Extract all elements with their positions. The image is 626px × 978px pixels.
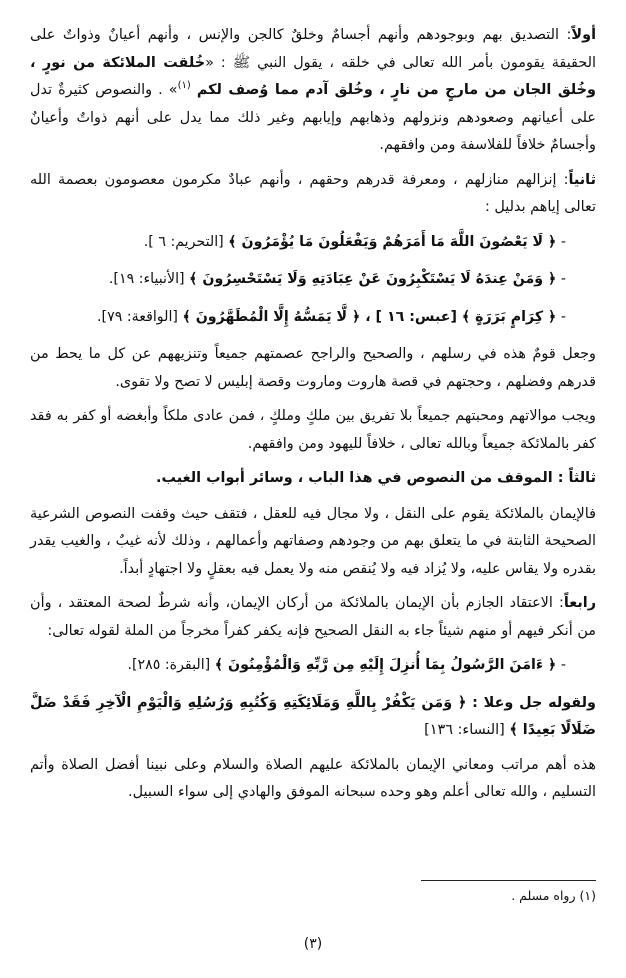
paragraph-sixth bbox=[30, 590, 596, 645]
paragraph-second bbox=[30, 167, 596, 222]
verse-reference: [النساء: ١٣٦] bbox=[424, 722, 505, 738]
verse-line: - ﴿ ءَامَنَ الرَّسُولُ بِمَا أُنزِلَ إِلَيْهِ مِن رَّبِّهِ وَالْمُؤْمِنُونَ ﴾ [البقرة: ٢٨٥]. bbox=[127, 657, 566, 673]
paragraph-closing: هذه أهم مراتب ومعاني الإيمان بالملائكة عليهم الصلاة والسلام وعلى نبينا أفضل الصلاة وأتم التسليم ، والله تعالى أعلم وهو وحده سبحانه الموفق والهادي إلى سواء السبيل. bbox=[30, 756, 596, 800]
paragraph-seventh bbox=[30, 690, 596, 745]
verse-line: - ﴿ كِرَامٍ بَرَرَةٍ ﴾ [عبس: ١٦ ] ، ﴿ لَّا يَمَسُّهُ إِلَّا الْمُطَهَّرُونَ ﴾ [الواقعة: ٧٩]. bbox=[97, 308, 566, 325]
verse-line: - ﴿ لَا يَعْصُونَ اللَّهَ مَا أَمَرَهُمْ وَيَفْعَلُونَ مَا يُؤْمَرُونَ ﴾ [التحريم: ٦ ]. bbox=[143, 233, 566, 250]
paragraph-first-text: : التصديق بهم وبوجودهم وأنهم أجسامٌ وخلقٌ كالجن والإنس ، وأنهم أعيانٌ وذواتٌ على الحقيقة يقومون بأمر الله تعالى في خلقه ، يقول النبي ﷺ : « bbox=[30, 27, 596, 71]
footnote-text: رواه مسلم . bbox=[511, 888, 576, 903]
hadith-quote: خُلقت الملائكة من نورٍ ، وخُلق الجان من مارجٍ من نارٍ ، وخُلق آدم مما وُصف لكم bbox=[30, 54, 597, 98]
section-heading-third: ثالثاً : الموقف من النصوص في هذا الباب ، وسائر أبواب الغيب. bbox=[156, 470, 596, 486]
verse-text: ولقوله جل وعلا : ﴿ وَمَن يَكْفُرْ بِاللَّهِ وَمَلَائِكَتِهِ وَكُتُبِهِ وَرُسُلِهِ وَالْيَوْمِ الْآخِرِ فَقَدْ ضَلَّ ضَلَالًا بَعِيدًا ﴾ bbox=[30, 694, 596, 738]
paragraph-fifth: فالإيمان بالملائكة يقوم على النقل ، ولا مجال فيه للعقل ، فتقف حيث وقفت النصوص الشرعية الصحيحة الثابتة في ما يتعلق بهم من وجودهم وصفاتهم وأعمالهم ، وذلك لأنه غيبٌ ، والغيب يقدر بقدره ولا يقاس عليه، ولا يُزاد فيه ولا يُنقص منه ولا يعمل فيه بعقلٍ ولا اجتهادٍ أبداً. bbox=[30, 505, 596, 577]
label-fourth: رابعاً bbox=[563, 595, 596, 611]
verse-reference: [الواقعة: ٧٩]. bbox=[97, 308, 178, 325]
paragraph-first-cont: » . والنصوص كثيرةٌ تدل على أعيانهم وصعودهم ونزولهم وذهابهم وإيابهم وغير ذلك مما يدل على أنهم ذواتٌ وأعيانٌ وأجسامٌ خلافاً للفلاسفة ومن وافقهم. bbox=[30, 82, 596, 153]
page-number: (٣) bbox=[303, 936, 323, 952]
paragraph-second-text: : إنزالهم منازلهم ، ومعرفة قدرهم وحقهم ، وأنهم عبادٌ مكرمون معصومون بعصمة الله تعالى إياهم بدليل : bbox=[30, 171, 596, 215]
verse-reference: [الأنبياء: ١٩]. bbox=[108, 271, 185, 287]
verse-text: ﴿ لَا يَعْصُونَ اللَّهَ مَا أَمَرَهُمْ وَيَفْعَلُونَ مَا يُؤْمَرُونَ ﴾ bbox=[228, 233, 557, 250]
paragraph-sixth-text: : الاعتقاد الجازم بأن الإيمان بالملائكة من أركان الإيمان، وأنه شرطٌ لصحة المعتقد ، وأن من أنكر فيهم أو منهم شيئاً جاء به النقل الصحيح فإنه يكفر كفراً مخرجاً من الملة لقوله تعالى: bbox=[30, 595, 596, 639]
label-first: أولاً bbox=[571, 27, 596, 43]
verse-reference: [التحريم: ٦ ]. bbox=[143, 233, 224, 250]
verse-reference: [البقرة: ٢٨٥]. bbox=[127, 657, 211, 673]
label-second: ثانياً bbox=[568, 171, 596, 188]
footnote-marker: (١) bbox=[579, 888, 596, 903]
verse-text: ﴿ ءَامَنَ الرَّسُولُ بِمَا أُنزِلَ إِلَيْهِ مِن رَّبِّهِ وَالْمُؤْمِنُونَ ﴾ bbox=[214, 657, 557, 673]
verse-line: - ﴿ وَمَنْ عِندَهُ لَا يَسْتَكْبِرُونَ عَنْ عِبَادَتِهِ وَلَا يَسْتَحْسِرُونَ ﴾ [الأنبياء: ١٩]. bbox=[108, 271, 566, 287]
paragraph-fourth: ويجب موالاتهم ومحبتهم جميعاً بلا تفريق بين ملكٍ وملكٍ ، فمن عادى ملكاً وأبغضه أو كفر به فقد كفر بالملائكة جميعاً وبالله تعالى ، خلافاً لليهود ومن وافقهم. bbox=[30, 408, 596, 452]
verse-text: ﴿ كِرَامٍ بَرَرَةٍ ﴾ [عبس: ١٦ ] ، ﴿ لَّا يَمَسُّهُ إِلَّا الْمُطَهَّرُونَ ﴾ bbox=[182, 308, 557, 325]
footnote-divider bbox=[421, 880, 596, 881]
paragraph-first bbox=[30, 22, 596, 160]
footnote-reference[interactable]: (١) bbox=[177, 80, 191, 92]
verse-text: ﴿ وَمَنْ عِندَهُ لَا يَسْتَكْبِرُونَ عَنْ عِبَادَتِهِ وَلَا يَسْتَحْسِرُونَ ﴾ bbox=[189, 271, 557, 287]
footnote bbox=[296, 886, 596, 906]
paragraph-third: وجعل قومٌ هذه في رسلهم ، والصحيح والراجح عصمتهم جميعاً وتنزيههم عن كل ما يحط من قدرهم وفضلهم ، وحجتهم في قصة هاروت وماروت وقصة إبليس لا تصح ولا تقوى. bbox=[30, 346, 596, 390]
